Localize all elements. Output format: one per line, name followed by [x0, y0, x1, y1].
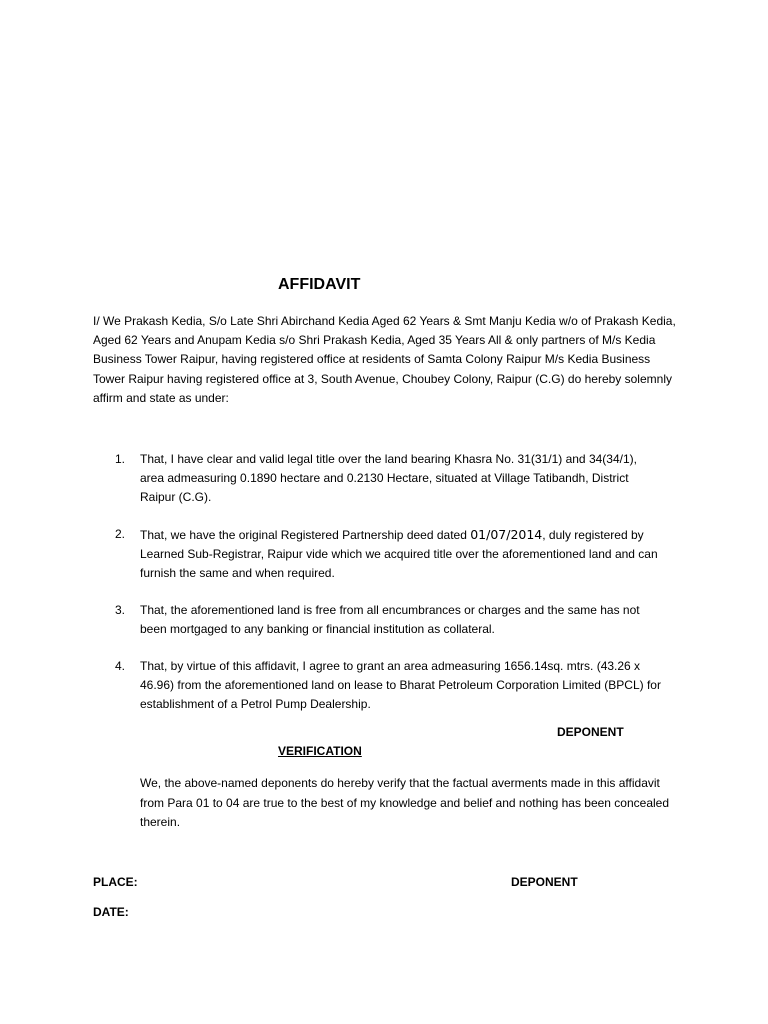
clause-number: 2.	[115, 527, 126, 541]
verification-paragraph: We, the above-named deponents do hereby verify that the factual averments made in this affidavit from Para 01 to 04 are true to the best of my knowledge and belief and nothing has been concealed therein.	[140, 776, 670, 829]
clause-number: 3.	[115, 603, 126, 617]
document-title: AFFIDAVIT	[278, 276, 361, 293]
clause-list	[93, 450, 663, 732]
clause-item-2	[93, 525, 663, 583]
clause-number: 1.	[115, 452, 126, 466]
clause-text-after-date: , duly registered by Learned Sub-Registrar, Raipur vide which we acquired title over the aforementioned land and can furnish the same and when required.	[140, 528, 658, 580]
deed-date: 01/07/2014	[470, 527, 543, 542]
clause-item-4	[93, 657, 663, 714]
clause-number: 4.	[115, 659, 126, 673]
intro-paragraph: I/ We Prakash Kedia, S/o Late Shri Abirchand Kedia Aged 62 Years & Smt Manju Kedia w/o of Prakash Kedia, Aged 62 Years and Anupam Kedia s/o Shri Prakash Kedia, Aged 35 Years All & only partners of M/s Kedia Business Tower Raipur, having registered office at residents of Samta Colony Raipur M/s Kedia Business Tower Raipur having registered office at 3, South Avenue, Choubey Colony, Raipur (C.G) do hereby solemnly affirm and state as under:	[93, 314, 676, 405]
clause-text: That, by virtue of this affidavit, I agree to grant an area admeasuring 1656.14sq. mtrs. (43.26 x 46.96) from the aforementioned land on lease to Bharat Petroleum Corporation Limited (BPCL) for establishment of a Petrol Pump Dealership.	[140, 659, 661, 711]
clause-text-before-date: That, we have the original Registered Partnership deed dated	[140, 528, 471, 542]
verification-heading: VERIFICATION	[278, 744, 362, 758]
clause-text: That, I have clear and valid legal title over the land bearing Khasra No. 31(31/1) and 34(34/1), area admeasuring 0.1890 hectare and 0.2130 Hectare, situated at Village Tatibandh, District Raipur (C.G).	[140, 452, 637, 504]
clause-item-1	[93, 450, 663, 507]
clause-text	[140, 528, 658, 580]
place-label: PLACE:	[93, 875, 138, 889]
clause-text: That, the aforementioned land is free from all encumbrances or charges and the same has not been mortgaged to any banking or financial institution as collateral.	[140, 603, 640, 636]
deponent-label: DEPONENT	[557, 725, 624, 739]
deponent-signature-label: DEPONENT	[511, 875, 578, 889]
clause-item-3	[93, 601, 663, 639]
date-label: DATE:	[93, 905, 129, 919]
